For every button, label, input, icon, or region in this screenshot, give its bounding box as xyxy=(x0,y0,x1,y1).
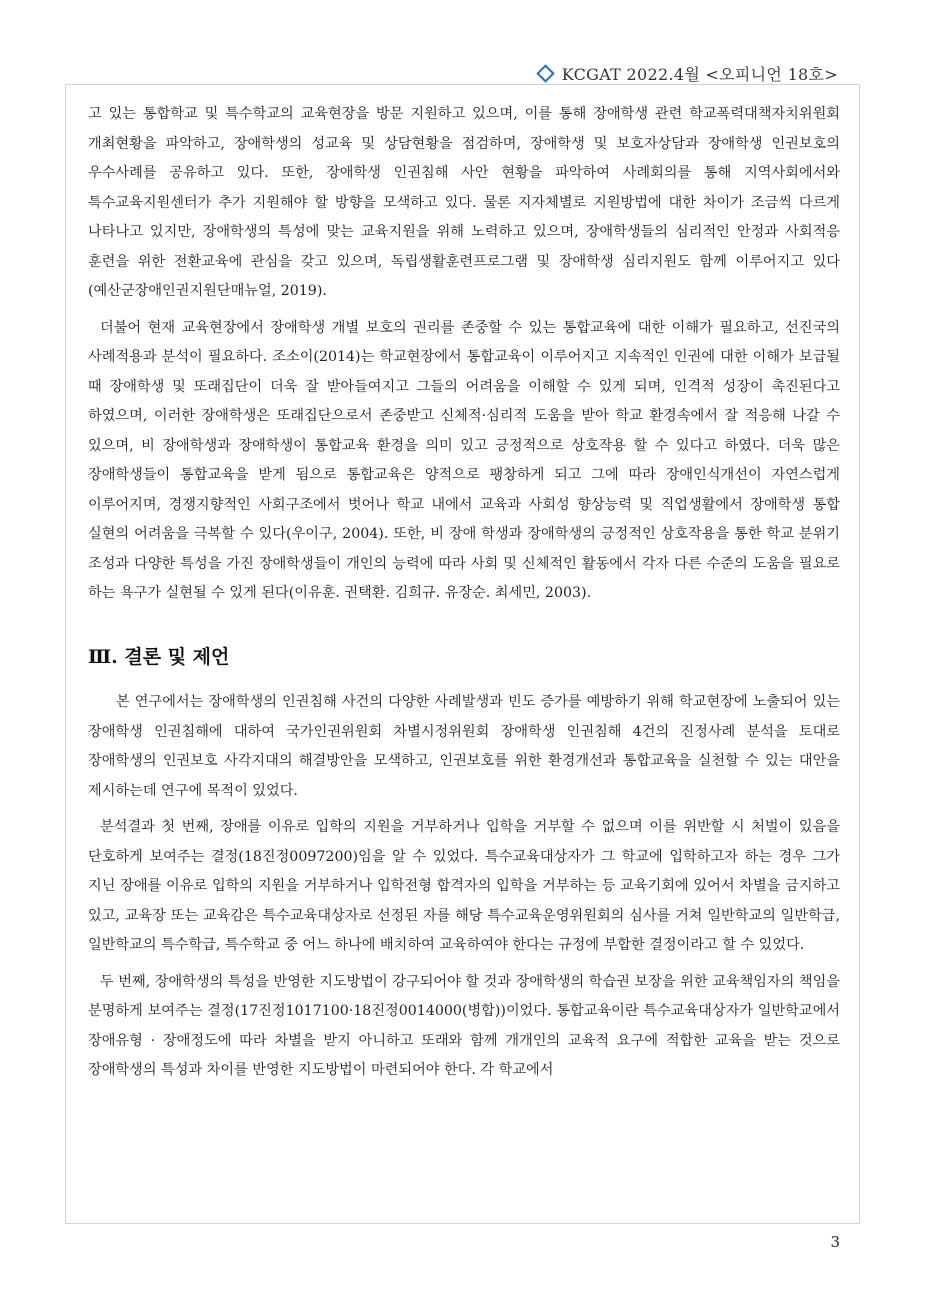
paragraph: 더불어 현재 교육현장에서 장애학생 개별 보호의 권리를 존중할 수 있는 통합교육에 대한 이해가 필요하고, 선진국의 사례적용과 분석이 필요하다. 조소이(2014)는 학교현장에서 통합교육이 이루어지고 지속적인 인권에 대한 이해가 보급될 때 장애학생 및 또래집단이 더욱 잘 받아들여지고 그들의 어려움을 이해할 수 있게 되며, 인격적 성장이 촉진된다고 하였으며, 이러한 장애학생은 또래집단으로서 존중받고 신체적·심리적 도움을 받아 학교 환경속에서 잘 적응해 나갈 수 있으며, 비 장애학생과 장애학생이 통합교육 환경을 의미 있고 긍정적으로 상호작용 할 수 있다고 하였다. 더욱 많은 장애학생들이 통합교육을 받게 됨으로 통합교육은 양적으로 팽창하게 되고 그에 따라 장애인식개선이 자연스럽게 이루어지며, 경쟁지향적인 사회구조에서 벗어나 학교 내에서 교육과 사회성 향상능력 및 직업생활에서 장애학생 통합 실현의 어려움을 극복할 수 있다(우이구, 2004). 또한, 비 장애 학생과 장애학생의 긍정적인 상호작용을 통한 학교 분위기 조성과 다양한 특성을 가진 장애학생들이 개인의 능력에 따라 사회 및 신체적인 활동에서 각자 다른 수준의 도움을 필요로 하는 욕구가 실현될 수 있게 된다(이유훈. 권택환. 김희규. 유장순. 최세민, 2003). xyxy=(88,319,840,601)
paragraph: 분석결과 첫 번째, 장애를 이유로 입학의 지원을 거부하거나 입학을 거부할 수 없으며 이를 위반할 시 처벌이 있음을 단호하게 보여주는 결정(18진정0097200)임을 알 수 있었다. 특수교육대상자가 그 학교에 입학하고자 하는 경우 그가 지닌 장애를 이유로 입학의 지원을 거부하거나 입학전형 합격자의 입학을 거부하는 등 교육기회에 있어서 차별을 금지하고 있고, 교육장 또는 교육감은 특수교육대상자로 선정된 자를 해당 특수교육운영위원회의 심사를 거쳐 일반학교의 일반학급, 일반학교의 특수학급, 특수학교 중 어느 하나에 배치하여 교육하여야 한다는 규정에 부합한 결정이라고 할 수 있었다. xyxy=(88,819,840,953)
diamond-icon xyxy=(536,64,554,82)
header-text: KCGAT 2022.4월 <오피니언 18호> xyxy=(561,65,838,84)
section-heading: Ⅲ. 결론 및 제언 xyxy=(88,645,230,668)
page-header xyxy=(539,62,838,85)
paragraph: 고 있는 통합학교 및 특수학교의 교육현장을 방문 지원하고 있으며, 이를 통해 장애학생 관련 학교폭력대책자치위원회 개최현황을 파악하고, 장애학생의 성교육 및 상담현황을 점검하며, 장애학생 및 보호자상담과 장애학생 인권보호의 우수사례를 공유하고 있다. 또한, 장애학생 인권침해 사안 현황을 파악하여 사례회의를 통해 지역사회에서와 특수교육지원센터가 추가 지원해야 할 방향을 모색하고 있다. 물론 지자체별로 지원방법에 대한 차이가 조금씩 다르게 나타나고 있지만, 장애학생의 특성에 맞는 교육지원을 위해 노력하고 있으며, 장애학생들의 심리적인 안정과 사회적응 훈련을 위한 전환교육에 관심을 갖고 있으며, 독립생활훈련프로그램 및 장애학생 심리지원도 함께 이루어지고 있다(예산군장애인권지원단매뉴얼, 2019). xyxy=(88,106,840,299)
document-body xyxy=(88,100,840,1093)
paragraph: 두 번째, 장애학생의 특성을 반영한 지도방법이 강구되어야 할 것과 장애학생의 학습권 보장을 위한 교육책임자의 책임을 분명하게 보여주는 결정(17진정1017100·18진정0014000(병합))이었다. 통합교육이란 특수교육대상자가 일반학교에서 장애유형 · 장애정도에 따라 차별을 받지 아니하고 또래와 함께 개개인의 교육적 요구에 적합한 교육을 받는 것으로 장애학생의 특성과 차이를 반영한 지도방법이 마련되어야 한다. 각 학교에서 xyxy=(88,973,840,1078)
page-number: 3 xyxy=(830,1233,840,1251)
paragraph: 본 연구에서는 장애학생의 인권침해 사건의 다양한 사례발생과 빈도 증가를 예방하기 위해 학교현장에 노출되어 있는 장애학생 인권침해에 대하여 국가인권위원회 차별시정위원회 장애학생 인권침해 4건의 진정사례 분석을 토대로 장애학생의 인권보호 사각지대의 해결방안을 모색하고, 인권보호를 위한 환경개선과 통합교육을 실천할 수 있는 대안을 제시하는데 연구에 목적이 있었다. xyxy=(88,694,840,799)
